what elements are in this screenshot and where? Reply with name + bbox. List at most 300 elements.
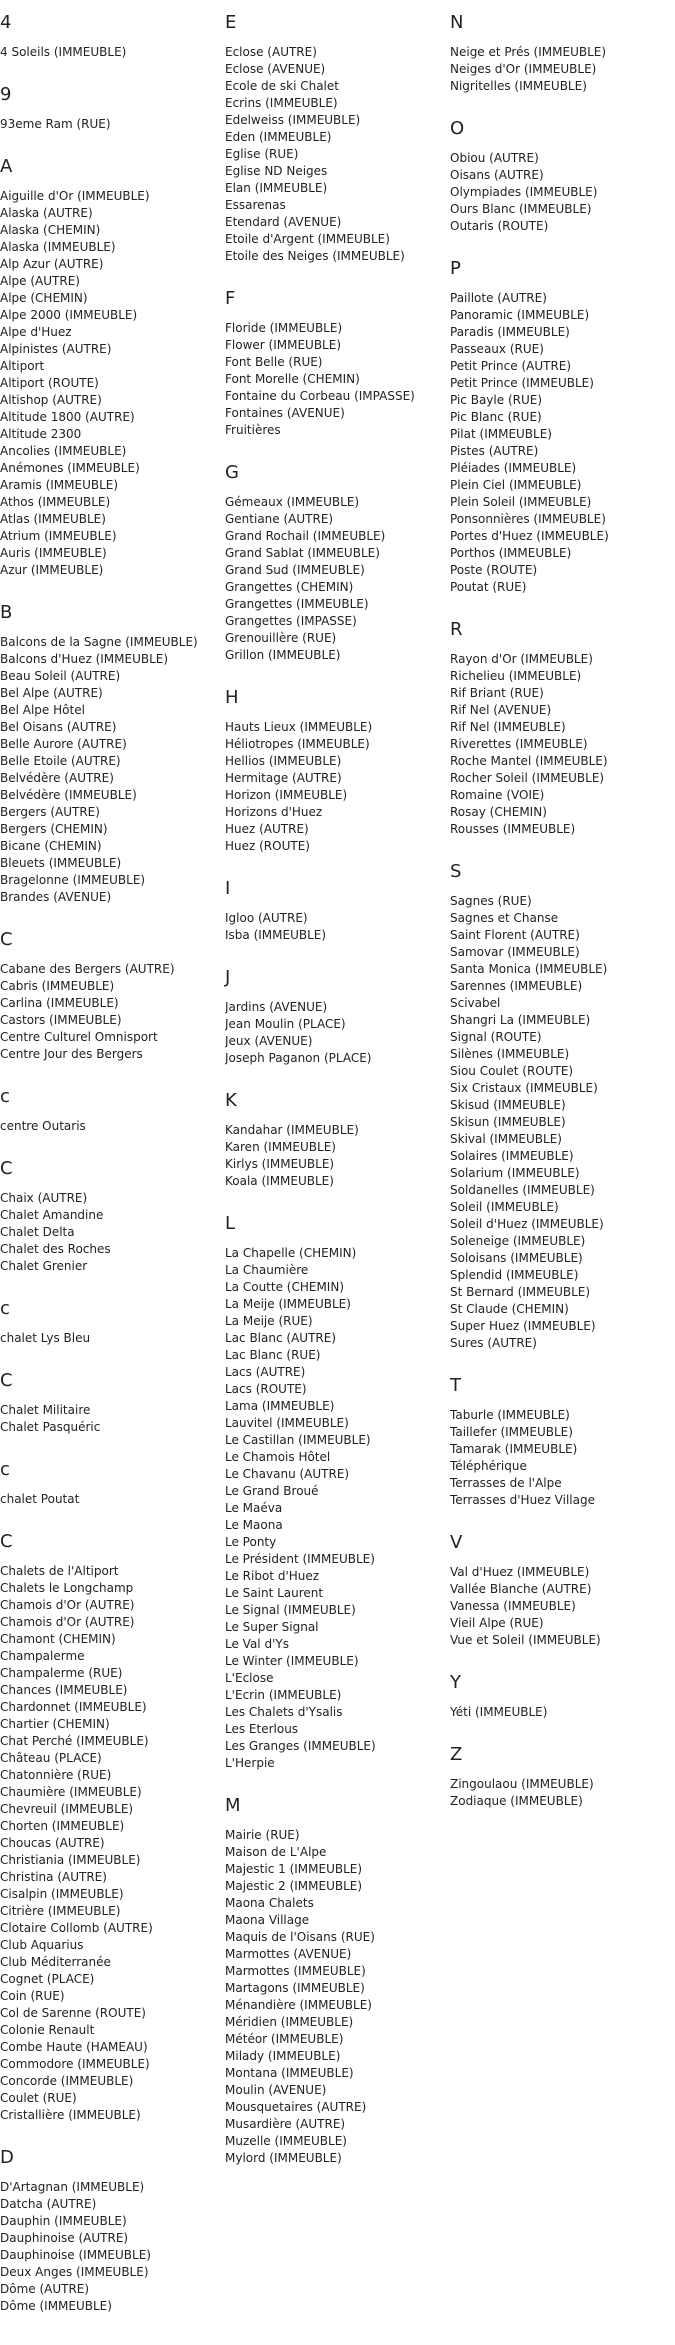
list-item[interactable]: Balcons d'Huez (IMMEUBLE) — [0, 652, 169, 666]
group-spacer — [450, 1352, 665, 1371]
list-item[interactable]: Alp Azur (AUTRE) — [0, 257, 104, 271]
list-item[interactable]: Hauts Lieux (IMMEUBLE) — [225, 720, 373, 734]
list-item[interactable]: Le Ponty — [225, 1535, 277, 1549]
list-item[interactable]: Chalet Militaire — [0, 1403, 91, 1417]
list-item[interactable]: Concorde (IMMEUBLE) — [0, 2074, 134, 2088]
list-item[interactable]: Terrasses de l'Alpe — [450, 1476, 562, 1490]
list-item[interactable]: Ménandière (IMMEUBLE) — [225, 1998, 372, 2012]
list-item[interactable]: Chamois d'Or (AUTRE) — [0, 1598, 135, 1612]
list-item[interactable]: Chatonnière (RUE) — [0, 1768, 112, 1782]
list-item[interactable]: Etendard (AVENUE) — [225, 215, 342, 229]
entry-list — [225, 1245, 440, 1772]
list-item[interactable]: Fontaine du Corbeau (IMPASSE) — [225, 389, 415, 403]
list-item[interactable]: Skisud (IMMEUBLE) — [450, 1098, 566, 1112]
list-item[interactable]: Tamarak (IMMEUBLE) — [450, 1442, 578, 1456]
index-column-2 — [225, 8, 440, 2186]
list-item[interactable]: Richelieu (IMMEUBLE) — [450, 669, 582, 683]
list-item[interactable]: Dauphinoise (AUTRE) — [0, 2231, 129, 2245]
list-item[interactable]: Choucas (AUTRE) — [0, 1836, 105, 1850]
list-item[interactable]: Lacs (AUTRE) — [225, 1365, 306, 1379]
list-item[interactable]: Sagnes (RUE) — [450, 894, 532, 908]
list-item[interactable]: Essarenas — [225, 198, 286, 212]
list-item[interactable]: Belvédère (IMMEUBLE) — [0, 788, 137, 802]
list-item[interactable]: Vallée Blanche (AUTRE) — [450, 1582, 592, 1596]
list-item[interactable]: Le Super Signal — [225, 1620, 319, 1634]
list-item[interactable]: Bel Oisans (AUTRE) — [0, 720, 117, 734]
list-item[interactable]: Jardins (AVENUE) — [225, 1000, 328, 1014]
list-item[interactable]: Alaska (IMMEUBLE) — [0, 240, 116, 254]
list-item[interactable]: Le Ribot d'Huez — [225, 1569, 320, 1583]
list-item[interactable]: Le Saint Laurent — [225, 1586, 324, 1600]
list-item[interactable]: Ecrins (IMMEUBLE) — [225, 96, 338, 110]
list-item[interactable]: La Chaumière — [225, 1263, 309, 1277]
list-item[interactable]: Cognet (PLACE) — [0, 1972, 95, 1986]
list-item[interactable]: Colonie Renault — [0, 2023, 95, 2037]
list-item[interactable]: Grangettes (CHEMIN) — [225, 580, 354, 594]
list-item[interactable]: Eglise (RUE) — [225, 147, 299, 161]
list-item[interactable]: Vue et Soleil (IMMEUBLE) — [450, 1633, 601, 1647]
list-item[interactable]: Grillon (IMMEUBLE) — [225, 648, 341, 662]
list-item[interactable]: Auris (IMMEUBLE) — [0, 546, 107, 560]
list-item[interactable]: Héliotropes (IMMEUBLE) — [225, 737, 370, 751]
list-item[interactable]: Oisans (AUTRE) — [450, 168, 544, 182]
list-item[interactable]: Soleneige (IMMEUBLE) — [450, 1234, 586, 1248]
list-item[interactable]: Chalet Pasquéric — [0, 1420, 101, 1434]
list-item[interactable]: Centre Culturel Omnisport — [0, 1030, 158, 1044]
list-item[interactable]: Elan (IMMEUBLE) — [225, 181, 328, 195]
list-item[interactable]: Altishop (AUTRE) — [0, 393, 102, 407]
list-item[interactable]: Le Président (IMMEUBLE) — [225, 1552, 375, 1566]
list-item[interactable]: Chalets de l'Altiport — [0, 1564, 119, 1578]
list-item[interactable]: Club Méditerranée — [0, 1955, 111, 1969]
list-item[interactable]: Horizons d'Huez — [225, 805, 323, 819]
list-item[interactable]: Koala (IMMEUBLE) — [225, 1174, 334, 1188]
list-item[interactable]: Chamont (CHEMIN) — [0, 1632, 116, 1646]
list-item[interactable]: Lac Blanc (AUTRE) — [225, 1331, 336, 1345]
list-item[interactable]: Skisun (IMMEUBLE) — [450, 1115, 566, 1129]
list-item[interactable]: Karen (IMMEUBLE) — [225, 1140, 336, 1154]
list-item[interactable]: Chalets le Longchamp — [0, 1581, 134, 1595]
list-item[interactable]: Sures (AUTRE) — [450, 1336, 537, 1350]
list-item[interactable]: Combe Haute (HAMEAU) — [0, 2040, 148, 2054]
list-item[interactable]: Passeaux (RUE) — [450, 342, 544, 356]
list-item[interactable]: Le Maona — [225, 1518, 283, 1532]
list-item[interactable]: Olympiades (IMMEUBLE) — [450, 185, 598, 199]
list-item[interactable]: Silènes (IMMEUBLE) — [450, 1047, 570, 1061]
list-item[interactable]: La Meije (RUE) — [225, 1314, 313, 1328]
list-item[interactable]: Commodore (IMMEUBLE) — [0, 2057, 150, 2071]
list-item[interactable]: Le Grand Broué — [225, 1484, 319, 1498]
list-item[interactable]: Huez (ROUTE) — [225, 839, 310, 853]
list-item[interactable]: Aramis (IMMEUBLE) — [0, 478, 119, 492]
list-item[interactable]: Dôme (IMMEUBLE) — [0, 2299, 112, 2313]
list-item[interactable]: Plein Soleil (IMMEUBLE) — [450, 495, 592, 509]
list-item[interactable]: Maona Chalets — [225, 1896, 314, 1910]
list-item[interactable]: Super Huez (IMMEUBLE) — [450, 1319, 596, 1333]
entry-list — [225, 719, 440, 855]
list-item[interactable]: Ours Blanc (IMMEUBLE) — [450, 202, 592, 216]
list-item[interactable]: Ancolies (IMMEUBLE) — [0, 444, 127, 458]
list-item[interactable]: Ecole de ski Chalet — [225, 79, 339, 93]
list-item[interactable]: La Coutte (CHEMIN) — [225, 1280, 345, 1294]
entry-list — [0, 116, 215, 133]
list-item[interactable]: Vanessa (IMMEUBLE) — [450, 1599, 576, 1613]
list-item[interactable]: Neiges d'Or (IMMEUBLE) — [450, 62, 597, 76]
letter-group — [0, 12, 215, 80]
list-item[interactable]: Soloisans (IMMEUBLE) — [450, 1251, 583, 1265]
list-item[interactable]: Musardière (AUTRE) — [225, 2117, 346, 2131]
list-item[interactable]: Terrasses d'Huez Village — [450, 1493, 595, 1507]
list-item[interactable]: Chaumière (IMMEUBLE) — [0, 1785, 142, 1799]
entry-list — [450, 44, 665, 95]
list-item[interactable]: Bel Alpe Hôtel — [0, 703, 85, 717]
group-spacer — [225, 265, 440, 284]
list-item[interactable]: Château (PLACE) — [0, 1751, 102, 1765]
list-item[interactable]: Bergers (CHEMIN) — [0, 822, 108, 836]
list-item[interactable]: Chorten (IMMEUBLE) — [0, 1819, 125, 1833]
list-item[interactable]: Milady (IMMEUBLE) — [225, 2049, 341, 2063]
list-item[interactable]: Dôme (AUTRE) — [0, 2282, 90, 2296]
list-item[interactable]: Chartier (CHEMIN) — [0, 1717, 110, 1731]
list-item[interactable]: Belvédère (AUTRE) — [0, 771, 114, 785]
list-item[interactable]: Sarennes (IMMEUBLE) — [450, 979, 583, 993]
list-item[interactable]: Coin (RUE) — [0, 1989, 65, 2003]
list-item[interactable]: Rousses (IMMEUBLE) — [450, 822, 576, 836]
list-item[interactable]: Altiport (ROUTE) — [0, 376, 99, 390]
list-item[interactable]: Soldanelles (IMMEUBLE) — [450, 1183, 595, 1197]
list-item[interactable]: Bicane (CHEMIN) — [0, 839, 102, 853]
list-item[interactable]: Zodiaque (IMMEUBLE) — [450, 1794, 583, 1808]
list-item[interactable]: Grand Sud (IMMEUBLE) — [225, 563, 365, 577]
entry-list — [0, 2179, 215, 2315]
list-item[interactable]: Horizon (IMMEUBLE) — [225, 788, 348, 802]
list-item[interactable]: Majestic 1 (IMMEUBLE) — [225, 1862, 363, 1876]
list-item[interactable]: Taillefer (IMMEUBLE) — [450, 1425, 573, 1439]
list-item[interactable]: Etoile des Neiges (IMMEUBLE) — [225, 249, 405, 263]
list-item[interactable]: Beau Soleil (AUTRE) — [0, 669, 121, 683]
list-item[interactable]: Athos (IMMEUBLE) — [0, 495, 111, 509]
list-item[interactable]: Méridien (IMMEUBLE) — [225, 2015, 354, 2029]
list-item[interactable]: Le Castillan (IMMEUBLE) — [225, 1433, 371, 1447]
list-item[interactable]: Christiania (IMMEUBLE) — [0, 1853, 141, 1867]
list-item[interactable]: St Bernard (IMMEUBLE) — [450, 1285, 591, 1299]
list-item[interactable]: Le Val d'Ys — [225, 1637, 289, 1651]
list-item[interactable]: Eden (IMMEUBLE) — [225, 130, 332, 144]
list-item[interactable]: Atrium (IMMEUBLE) — [0, 529, 117, 543]
list-item[interactable]: Chances (IMMEUBLE) — [0, 1683, 128, 1697]
letter-group — [0, 929, 215, 1082]
list-item[interactable]: Soleil (IMMEUBLE) — [450, 1200, 559, 1214]
list-item[interactable]: Igloo (AUTRE) — [225, 911, 308, 925]
list-item[interactable]: Neige et Prés (IMMEUBLE) — [450, 45, 607, 59]
list-item[interactable]: Le Winter (IMMEUBLE) — [225, 1654, 359, 1668]
list-item[interactable]: Maison de L'Alpe — [225, 1845, 327, 1859]
list-item[interactable]: Solaires (IMMEUBLE) — [450, 1149, 574, 1163]
list-item[interactable]: Fontaines (AVENUE) — [225, 406, 345, 420]
list-item[interactable]: Balcons de la Sagne (IMMEUBLE) — [0, 635, 198, 649]
list-item[interactable]: Altitude 2300 — [0, 427, 82, 441]
list-item[interactable]: Gentiane (AUTRE) — [225, 512, 334, 526]
list-item[interactable]: Huez (AUTRE) — [225, 822, 309, 836]
letter-heading: A — [0, 156, 13, 177]
list-item[interactable]: Clotaire Collomb (AUTRE) — [0, 1921, 153, 1935]
list-item[interactable]: Mousquetaires (AUTRE) — [225, 2100, 367, 2114]
list-item[interactable]: Lama (IMMEUBLE) — [225, 1399, 335, 1413]
list-item[interactable]: Roche Mantel (IMMEUBLE) — [450, 754, 608, 768]
letter-group — [225, 878, 440, 963]
list-item[interactable]: Jean Moulin (PLACE) — [225, 1017, 346, 1031]
list-item[interactable]: Alpe d'Huez — [0, 325, 72, 339]
list-item[interactable]: Flower (IMMEUBLE) — [225, 338, 341, 352]
list-item[interactable]: Alpe 2000 (IMMEUBLE) — [0, 308, 138, 322]
list-item[interactable]: Club Aquarius — [0, 1938, 84, 1952]
list-item[interactable]: Kirlys (IMMEUBLE) — [225, 1157, 335, 1171]
list-item[interactable]: Cabris (IMMEUBLE) — [0, 979, 115, 993]
list-item[interactable]: Centre Jour des Bergers — [0, 1047, 143, 1061]
list-item[interactable]: Val d'Huez (IMMEUBLE) — [450, 1565, 590, 1579]
list-item[interactable]: Dauphin (IMMEUBLE) — [0, 2214, 127, 2228]
list-item[interactable]: Zingoulaou (IMMEUBLE) — [450, 1777, 594, 1791]
list-item[interactable]: Panoramic (IMMEUBLE) — [450, 308, 590, 322]
list-item[interactable]: Grangettes (IMPASSE) — [225, 614, 357, 628]
list-item[interactable]: Scivabel — [450, 996, 501, 1010]
list-item[interactable]: Les Granges (IMMEUBLE) — [225, 1739, 376, 1753]
list-item[interactable]: Soleil d'Huez (IMMEUBLE) — [450, 1217, 604, 1231]
list-item[interactable]: Bleuets (IMMEUBLE) — [0, 856, 122, 870]
list-item[interactable]: Coulet (RUE) — [0, 2091, 77, 2105]
list-item[interactable]: Col de Sarenne (ROUTE) — [0, 2006, 146, 2020]
list-item[interactable]: chalet Poutat — [0, 1492, 80, 1506]
list-item[interactable]: Brandes (AVENUE) — [0, 890, 112, 904]
list-item[interactable]: Alaska (CHEMIN) — [0, 223, 101, 237]
list-item[interactable]: Chardonnet (IMMEUBLE) — [0, 1700, 147, 1714]
list-item[interactable]: Marmottes (IMMEUBLE) — [225, 1964, 366, 1978]
list-item[interactable]: Lac Blanc (RUE) — [225, 1348, 321, 1362]
list-item[interactable]: Le Maéva — [225, 1501, 283, 1515]
list-item[interactable]: Deux Anges (IMMEUBLE) — [0, 2265, 149, 2279]
list-item[interactable]: Hermitage (AUTRE) — [225, 771, 342, 785]
list-item[interactable]: Cisalpin (IMMEUBLE) — [0, 1887, 124, 1901]
list-item[interactable]: Datcha (AUTRE) — [0, 2197, 97, 2211]
list-item[interactable]: Moulin (AVENUE) — [225, 2083, 327, 2097]
list-item[interactable]: Porthos (IMMEUBLE) — [450, 546, 572, 560]
list-item[interactable]: Champalerme — [0, 1649, 85, 1663]
list-item[interactable]: Plein Ciel (IMMEUBLE) — [450, 478, 582, 492]
list-item[interactable]: Siou Coulet (ROUTE) — [450, 1064, 574, 1078]
group-spacer — [0, 906, 215, 925]
list-item[interactable]: Rif Briant (RUE) — [450, 686, 544, 700]
list-item[interactable]: Carlina (IMMEUBLE) — [0, 996, 119, 1010]
list-item[interactable]: Citrière (IMMEUBLE) — [0, 1904, 121, 1918]
list-item[interactable]: St Claude (CHEMIN) — [450, 1302, 569, 1316]
list-item[interactable]: Les Chalets d'Ysalis — [225, 1705, 343, 1719]
letter-heading: C — [0, 929, 13, 950]
letter-group — [450, 1672, 665, 1740]
list-item[interactable]: Poutat (RUE) — [450, 580, 527, 594]
list-item[interactable]: Jeux (AVENUE) — [225, 1034, 313, 1048]
list-item[interactable]: Le Signal (IMMEUBLE) — [225, 1603, 356, 1617]
list-item[interactable]: Solarium (IMMEUBLE) — [450, 1166, 580, 1180]
list-item[interactable]: Lauvitel (IMMEUBLE) — [225, 1416, 349, 1430]
list-item[interactable]: L'Ecrin (IMMEUBLE) — [225, 1688, 342, 1702]
list-item[interactable]: Vieil Alpe (RUE) — [450, 1616, 544, 1630]
list-item[interactable]: Riverettes (IMMEUBLE) — [450, 737, 588, 751]
list-item[interactable]: Chat Perché (IMMEUBLE) — [0, 1734, 149, 1748]
list-item[interactable]: Joseph Paganon (PLACE) — [225, 1051, 372, 1065]
list-item[interactable]: Rif Nel (IMMEUBLE) — [450, 720, 566, 734]
list-item[interactable]: Obiou (AUTRE) — [450, 151, 539, 165]
list-item[interactable]: Pistes (AUTRE) — [450, 444, 539, 458]
list-item[interactable]: 4 Soleils (IMMEUBLE) — [0, 45, 127, 59]
list-item[interactable]: Eclose (AUTRE) — [225, 45, 317, 59]
list-item[interactable]: Grenouillère (RUE) — [225, 631, 337, 645]
list-item[interactable]: Cristallière (IMMEUBLE) — [0, 2108, 141, 2122]
list-item[interactable]: Six Cristaux (IMMEUBLE) — [450, 1081, 598, 1095]
list-item[interactable]: Grangettes (IMMEUBLE) — [225, 597, 369, 611]
list-item[interactable]: La Chapelle (CHEMIN) — [225, 1246, 357, 1260]
list-item[interactable]: D'Artagnan (IMMEUBLE) — [0, 2180, 145, 2194]
list-item[interactable]: Eclose (AVENUE) — [225, 62, 326, 76]
list-item[interactable]: Muzelle (IMMEUBLE) — [225, 2134, 347, 2148]
list-item[interactable]: Shangri La (IMMEUBLE) — [450, 1013, 591, 1027]
list-item[interactable]: Champalerme (RUE) — [0, 1666, 123, 1680]
list-item[interactable]: Chalet Grenier — [0, 1259, 88, 1273]
list-item[interactable]: Le Chamois Hôtel — [225, 1450, 331, 1464]
list-item[interactable]: Font Belle (RUE) — [225, 355, 323, 369]
list-item[interactable]: Pléiades (IMMEUBLE) — [450, 461, 577, 475]
list-item[interactable]: Bergers (AUTRE) — [0, 805, 100, 819]
list-item[interactable]: Alpinistes (AUTRE) — [0, 342, 112, 356]
list-item[interactable]: chalet Lys Bleu — [0, 1331, 91, 1345]
list-item[interactable]: Le Chavanu (AUTRE) — [225, 1467, 350, 1481]
list-item[interactable]: Rocher Soleil (IMMEUBLE) — [450, 771, 605, 785]
list-item[interactable]: Gémeaux (IMMEUBLE) — [225, 495, 360, 509]
list-item[interactable]: Majestic 2 (IMMEUBLE) — [225, 1879, 363, 1893]
list-item[interactable]: Floride (IMMEUBLE) — [225, 321, 343, 335]
list-item[interactable]: Pilat (IMMEUBLE) — [450, 427, 552, 441]
list-item[interactable]: Pic Bayle (RUE) — [450, 393, 543, 407]
list-item[interactable]: Edelweiss (IMMEUBLE) — [225, 113, 361, 127]
letter-group — [0, 1531, 215, 2143]
list-item[interactable]: Portes d'Huez (IMMEUBLE) — [450, 529, 609, 543]
list-item[interactable]: Alpe (CHEMIN) — [0, 291, 88, 305]
list-item[interactable]: Romaine (VOIE) — [450, 788, 545, 802]
list-item[interactable]: Nigritelles (IMMEUBLE) — [450, 79, 587, 93]
list-item[interactable]: Lacs (ROUTE) — [225, 1382, 307, 1396]
list-item[interactable]: Santa Monica (IMMEUBLE) — [450, 962, 608, 976]
list-item[interactable]: Bragelonne (IMMEUBLE) — [0, 873, 146, 887]
list-item[interactable]: Météor (IMMEUBLE) — [225, 2032, 344, 2046]
list-item[interactable]: Bel Alpe (AUTRE) — [0, 686, 103, 700]
list-item[interactable]: Pic Blanc (RUE) — [450, 410, 542, 424]
list-item[interactable]: Les Eterlous — [225, 1722, 299, 1736]
list-item[interactable]: Martagons (IMMEUBLE) — [225, 1981, 365, 1995]
list-item[interactable]: Kandahar (IMMEUBLE) — [225, 1123, 359, 1137]
list-item[interactable]: Mylord (IMMEUBLE) — [225, 2151, 342, 2165]
list-item[interactable]: Rif Nel (AVENUE) — [450, 703, 552, 717]
list-item[interactable]: Etoile d'Argent (IMMEUBLE) — [225, 232, 390, 246]
group-spacer — [450, 1810, 665, 1829]
list-item[interactable]: Dauphinoise (IMMEUBLE) — [0, 2248, 151, 2262]
list-item[interactable]: Font Morelle (CHEMIN) — [225, 372, 360, 386]
list-item[interactable]: Cabane des Bergers (AUTRE) — [0, 962, 175, 976]
list-item[interactable]: Splendid (IMMEUBLE) — [450, 1268, 579, 1282]
list-item[interactable]: Altitude 1800 (AUTRE) — [0, 410, 135, 424]
list-item[interactable]: Grand Sablat (IMMEUBLE) — [225, 546, 380, 560]
list-item[interactable]: Anémones (IMMEUBLE) — [0, 461, 140, 475]
list-item[interactable]: Poste (ROUTE) — [450, 563, 538, 577]
list-item[interactable]: Belle Aurore (AUTRE) — [0, 737, 127, 751]
list-item[interactable]: Eglise ND Neiges — [225, 164, 328, 178]
letter-group — [225, 462, 440, 683]
list-item[interactable]: Chevreuil (IMMEUBLE) — [0, 1802, 134, 1816]
letter-group — [225, 1213, 440, 1791]
letter-group — [450, 12, 665, 114]
list-item[interactable]: Sagnes et Chanse — [450, 911, 559, 925]
list-item[interactable]: Petit Prince (AUTRE) — [450, 359, 572, 373]
list-item[interactable]: Christina (AUTRE) — [0, 1870, 107, 1884]
list-item[interactable]: Isba (IMMEUBLE) — [225, 928, 327, 942]
group-spacer — [225, 1190, 440, 1209]
list-item[interactable]: Hellios (IMMEUBLE) — [225, 754, 342, 768]
list-item[interactable]: Atlas (IMMEUBLE) — [0, 512, 106, 526]
list-item[interactable]: La Meije (IMMEUBLE) — [225, 1297, 351, 1311]
list-item[interactable]: Petit Prince (IMMEUBLE) — [450, 376, 594, 390]
list-item[interactable]: Rayon d'Or (IMMEUBLE) — [450, 652, 593, 666]
list-item[interactable]: Rosay (CHEMIN) — [450, 805, 547, 819]
list-item[interactable]: Maona Village — [225, 1913, 310, 1927]
list-item[interactable]: Signal (ROUTE) — [450, 1030, 542, 1044]
list-item[interactable]: Chaix (AUTRE) — [0, 1191, 88, 1205]
entry-list — [0, 1563, 215, 2124]
group-spacer — [0, 133, 215, 152]
entry-list — [450, 1704, 665, 1721]
list-item[interactable]: Samovar (IMMEUBLE) — [450, 945, 580, 959]
list-item[interactable]: Ponsonnières (IMMEUBLE) — [450, 512, 606, 526]
list-item[interactable]: centre Outaris — [0, 1119, 86, 1133]
list-item[interactable]: Altiport — [0, 359, 45, 373]
list-item[interactable]: Fruitières — [225, 423, 281, 437]
list-item[interactable]: Saint Florent (AUTRE) — [450, 928, 580, 942]
list-item[interactable]: Paillote (AUTRE) — [450, 291, 547, 305]
list-item[interactable]: Téléphérique — [450, 1459, 527, 1473]
entry-list — [450, 651, 665, 838]
list-item[interactable]: Taburle (IMMEUBLE) — [450, 1408, 570, 1422]
list-item[interactable]: Alpe (AUTRE) — [0, 274, 80, 288]
list-item[interactable]: Chamois d'Or (AUTRE) — [0, 1615, 135, 1629]
list-item[interactable]: L'Herpie — [225, 1756, 275, 1770]
list-item[interactable]: Maquis de l'Oisans (RUE) — [225, 1930, 375, 1944]
list-item[interactable]: Skival (IMMEUBLE) — [450, 1132, 562, 1146]
list-item[interactable]: Alaska (AUTRE) — [0, 206, 93, 220]
list-item[interactable]: Aiguille d'Or (IMMEUBLE) — [0, 189, 150, 203]
list-item[interactable]: Castors (IMMEUBLE) — [0, 1013, 122, 1027]
list-item[interactable]: Chalet Amandine — [0, 1208, 104, 1222]
list-item[interactable]: L'Eclose — [225, 1671, 274, 1685]
list-item[interactable]: Paradis (IMMEUBLE) — [450, 325, 570, 339]
list-item[interactable]: Chalet des Roches — [0, 1242, 111, 1256]
list-item[interactable]: Mairie (RUE) — [225, 1828, 300, 1842]
list-item[interactable]: Outaris (ROUTE) — [450, 219, 549, 233]
list-item[interactable]: Chalet Delta — [0, 1225, 75, 1239]
list-item[interactable]: 93eme Ram (RUE) — [0, 117, 111, 131]
list-item[interactable]: Marmottes (AVENUE) — [225, 1947, 352, 1961]
list-item[interactable]: Belle Etoile (AUTRE) — [0, 754, 121, 768]
list-item[interactable]: Yéti (IMMEUBLE) — [450, 1705, 548, 1719]
list-item[interactable]: Montana (IMMEUBLE) — [225, 2066, 354, 2080]
list-item[interactable]: Azur (IMMEUBLE) — [0, 563, 104, 577]
list-item[interactable]: Grand Rochail (IMMEUBLE) — [225, 529, 386, 543]
